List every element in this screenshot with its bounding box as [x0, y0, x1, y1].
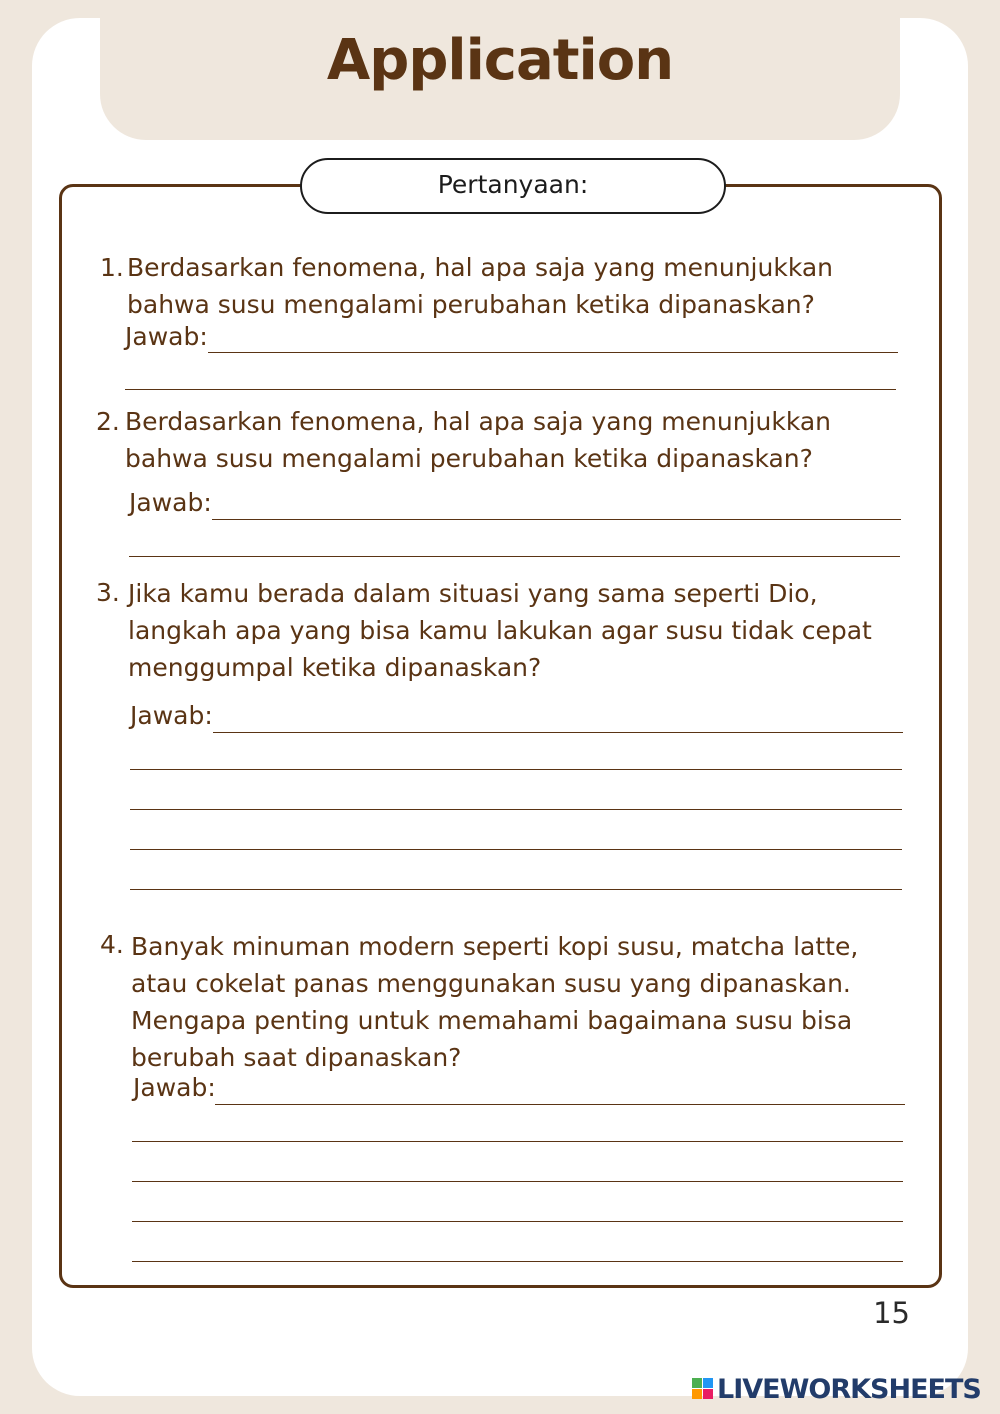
question-4-answer-line[interactable] — [132, 1221, 903, 1222]
liveworksheets-wordmark: LIVEWORKSHEETS — [717, 1373, 981, 1405]
page-number: 15 — [873, 1296, 910, 1330]
question-3-line-1: Jika kamu berada dalam situasi yang sama seperti Dio, — [128, 579, 818, 608]
question-4-line-1: Banyak minuman modern seperti kopi susu, matcha latte, — [131, 932, 859, 961]
question-3-text — [128, 575, 918, 686]
question-4-text — [131, 928, 921, 1076]
question-2-number: 2. — [96, 407, 120, 436]
question-1-answer-line[interactable] — [125, 389, 896, 390]
question-3-line-2: langkah apa yang bisa kamu lakukan agar susu tidak cepat — [128, 616, 872, 645]
question-3-answer-line[interactable] — [213, 732, 903, 733]
question-3-answer-line[interactable] — [130, 889, 902, 890]
question-4-line-4: berubah saat dipanaskan? — [131, 1043, 462, 1072]
question-4-answer-line[interactable] — [215, 1104, 905, 1105]
question-2-answer-line[interactable] — [212, 519, 901, 520]
question-4-answer-label: Jawab: — [133, 1073, 216, 1102]
question-1-line-2: bahwa susu mengalami perubahan ketika dipanaskan? — [127, 290, 815, 319]
question-1-text — [127, 249, 917, 323]
question-4-answer-line[interactable] — [132, 1261, 903, 1262]
section-label: Pertanyaan: — [300, 158, 726, 214]
page-title: Application — [326, 28, 674, 93]
question-2-text — [125, 403, 915, 477]
question-1-line-1: Berdasarkan fenomena, hal apa saja yang menunjukkan — [127, 253, 834, 282]
question-4-line-3: Mengapa penting untuk memahami bagaimana susu bisa — [131, 1006, 853, 1035]
question-1-answer-line[interactable] — [208, 352, 898, 353]
question-3-answer-line[interactable] — [130, 809, 902, 810]
question-1-number: 1. — [100, 253, 124, 282]
question-4-answer-line[interactable] — [132, 1141, 903, 1142]
question-2-line-1: Berdasarkan fenomena, hal apa saja yang menunjukkan — [125, 407, 832, 436]
question-1-answer-label: Jawab: — [125, 322, 208, 351]
liveworksheets-logo-icon — [692, 1378, 714, 1400]
question-2-line-2: bahwa susu mengalami perubahan ketika dipanaskan? — [125, 444, 813, 473]
question-4-answer-line[interactable] — [132, 1181, 903, 1182]
question-3-answer-line[interactable] — [130, 769, 902, 770]
question-3-answer-label: Jawab: — [130, 701, 213, 730]
question-4-line-2: atau cokelat panas menggunakan susu yang dipanaskan. — [131, 969, 851, 998]
question-3-number: 3. — [96, 578, 120, 607]
question-2-answer-line[interactable] — [129, 556, 900, 557]
question-4-number: 4. — [100, 930, 124, 959]
question-3-line-3: menggumpal ketika dipanaskan? — [128, 653, 542, 682]
question-3-answer-line[interactable] — [130, 849, 902, 850]
question-2-answer-label: Jawab: — [129, 488, 212, 517]
liveworksheets-watermark — [692, 1374, 981, 1404]
